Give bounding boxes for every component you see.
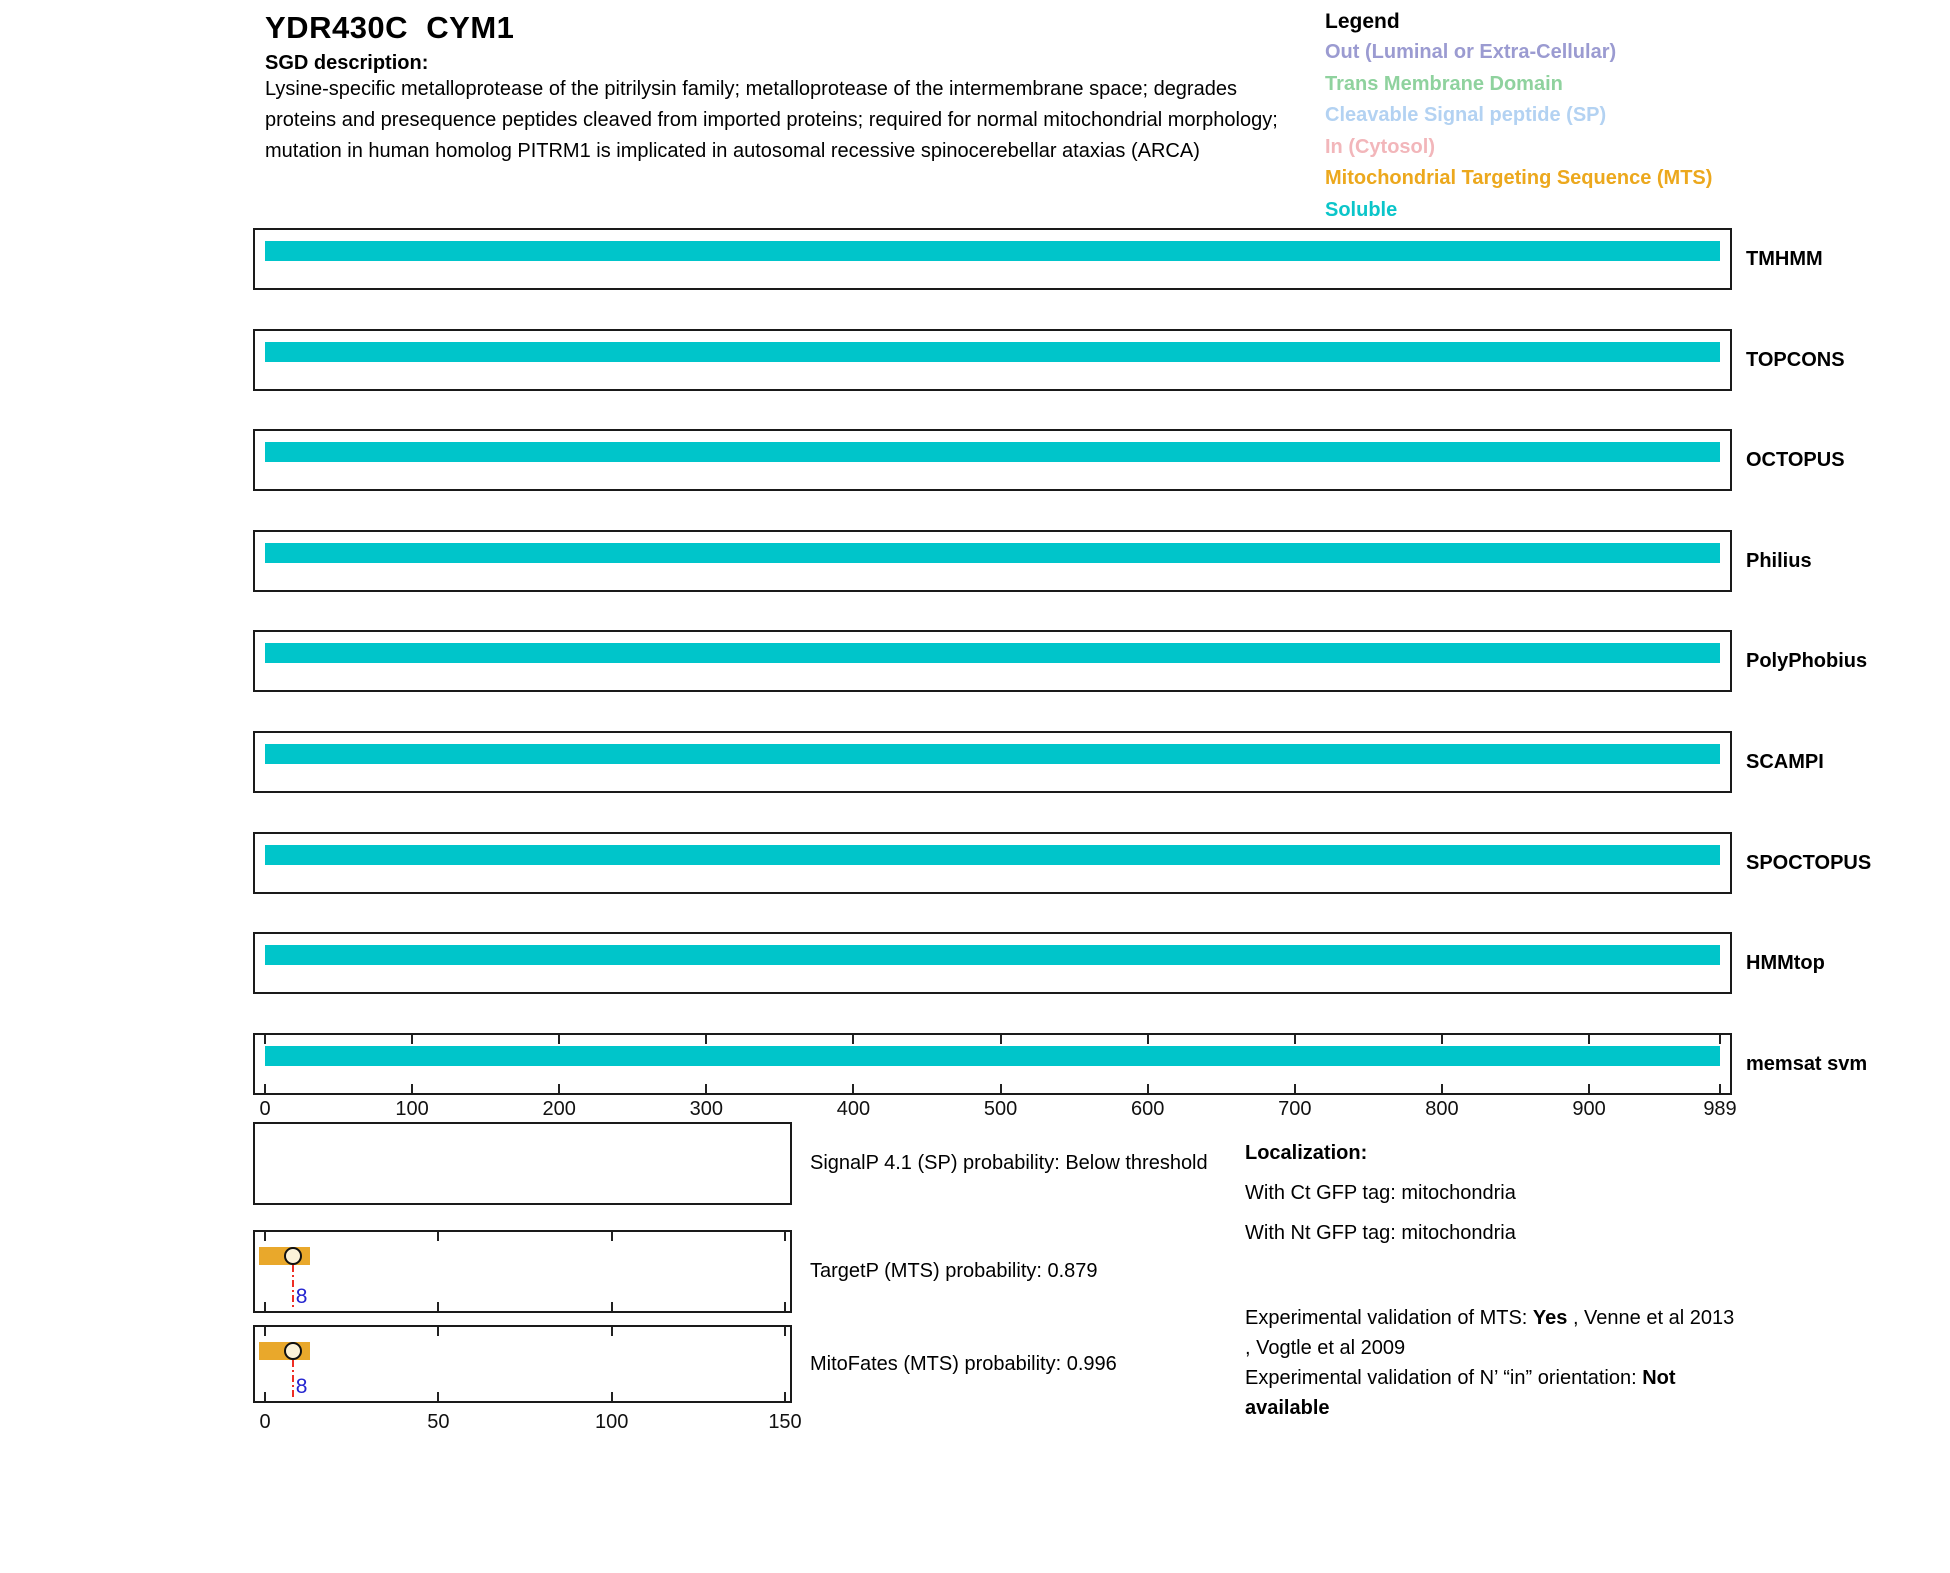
targetp-mts--tick-top-100: [611, 1232, 613, 1241]
track-label-scampi: SCAMPI: [1746, 750, 1824, 773]
plot-cleavage-site-label-targetp-mts-: 8: [295, 1285, 308, 1308]
plot-cleavage-line-targetp-mts-: [292, 1265, 294, 1310]
track-label-memsat-svm: memsat svm: [1746, 1052, 1868, 1075]
experimental-validation-block: [1245, 1303, 1760, 1423]
track-segment-polyphobius-soluble: [265, 643, 1720, 663]
seq-tick-top-400: [852, 1035, 854, 1044]
track-segment-memsat-svm-soluble: [265, 1046, 1720, 1066]
track-segment-philius-soluble: [265, 543, 1720, 563]
legend-item-mts: Mitochondrial Targeting Sequence (MTS): [1325, 167, 1713, 189]
localization-block: [1245, 1142, 1885, 1262]
mts-validation-line: [1245, 1303, 1760, 1333]
track-label-philius: Philius: [1746, 549, 1812, 572]
plot-cleavage-marker-targetp-mts-: [284, 1247, 302, 1265]
track-label-octopus: OCTOPUS: [1746, 448, 1845, 471]
seq-tick-bottom-200: [558, 1084, 560, 1093]
sequence-axis-label-500: 500: [983, 1098, 1018, 1120]
seq-tick-top-600: [1147, 1035, 1149, 1044]
targetp-mts--tick-bottom-50: [437, 1302, 439, 1311]
targetp-mts--tick-bottom-100: [611, 1302, 613, 1311]
track-segment-topcons-soluble: [265, 342, 1720, 362]
mts-validation-ref2: , Vogtle et al 2009: [1245, 1337, 1406, 1359]
probability-axis-label-100: 100: [594, 1411, 629, 1433]
plot-box-mitofates-mts-: [253, 1325, 792, 1403]
track-segment-scampi-soluble: [265, 744, 1720, 764]
targetp-mts--tick-bottom-0: [264, 1302, 266, 1311]
plot-label-signalp-4-1-sp-: SignalP 4.1 (SP) probability: Below threshold: [810, 1152, 1208, 1174]
localization-title: Localization:: [1245, 1142, 1368, 1164]
seq-tick-bottom-800: [1441, 1084, 1443, 1093]
sequence-axis-label-800: 800: [1425, 1098, 1459, 1120]
seq-tick-bottom-500: [1000, 1084, 1002, 1093]
plot-cleavage-line-mitofates-mts-: [292, 1360, 294, 1400]
sgd-description-text: Lysine-specific metalloprotease of the pitrilysin family; metalloprotease of the intermembrane space; degrades proteins and presequence peptides cleaved from imported proteins; required for normal mitochondrial morphology; mutation in human homolog PITRM1 is implicated in autosomal recessive spinocerebellar ataxias (ARCA): [265, 78, 1278, 162]
sequence-axis-label-300: 300: [689, 1098, 724, 1120]
orientation-validation-value: Not available: [1245, 1367, 1676, 1419]
plot-cleavage-marker-mitofates-mts-: [284, 1342, 302, 1360]
plot-box-signalp-4-1-sp-: [253, 1122, 792, 1205]
track-segment-hmmtop-soluble: [265, 945, 1720, 965]
localization-nt-gfp: With Nt GFP tag: mitochondria: [1245, 1222, 1516, 1244]
mts-validation-value: Yes: [1532, 1307, 1568, 1329]
probability-axis-label-50: 50: [427, 1411, 450, 1433]
plot-box-targetp-mts-: [253, 1230, 792, 1313]
legend: [1325, 6, 1885, 226]
seq-tick-top-900: [1588, 1035, 1590, 1044]
seq-tick-bottom-300: [705, 1084, 707, 1093]
seq-tick-top-500: [1000, 1035, 1002, 1044]
track-label-polyphobius: PolyPhobius: [1746, 649, 1868, 672]
legend-item-trans-membrane: Trans Membrane Domain: [1325, 72, 1563, 95]
sequence-axis-label-400: 400: [836, 1098, 871, 1120]
page-title: YDR430C CYM1: [265, 10, 515, 45]
mitofates-mts--tick-bottom-0: [264, 1392, 266, 1401]
targetp-mts--tick-top-50: [437, 1232, 439, 1241]
legend-item-signal-peptide: Cleavable Signal peptide (SP): [1325, 104, 1607, 126]
seq-tick-top-200: [558, 1035, 560, 1044]
plot-label-targetp-mts-: TargetP (MTS) probability: 0.879: [810, 1260, 1098, 1282]
track-label-spoctopus: SPOCTOPUS: [1746, 851, 1872, 874]
mitofates-mts--tick-top-50: [437, 1327, 439, 1336]
probability-axis-label-0: 0: [259, 1411, 271, 1433]
seq-tick-bottom-700: [1294, 1084, 1296, 1093]
probability-axis-label-150: 150: [768, 1411, 802, 1433]
mitofates-mts--tick-top-150: [784, 1327, 786, 1336]
sequence-axis-label-100: 100: [395, 1098, 429, 1120]
track-label-tmhmm: TMHMM: [1746, 247, 1823, 270]
mitofates-mts--tick-bottom-150: [784, 1392, 786, 1401]
legend-items: [1325, 37, 1885, 226]
orientation-validation-line: [1245, 1363, 1760, 1423]
seq-tick-bottom-600: [1147, 1084, 1149, 1093]
track-segment-spoctopus-soluble: [265, 845, 1720, 865]
sequence-axis-label-989: 989: [1703, 1098, 1737, 1120]
plot-label-mitofates-mts-: MitoFates (MTS) probability: 0.996: [810, 1352, 1117, 1375]
legend-item-in-cytosol: In (Cytosol): [1325, 135, 1435, 158]
sequence-axis-label-600: 600: [1131, 1098, 1165, 1120]
sequence-axis-label-200: 200: [542, 1098, 576, 1120]
seq-tick-bottom-400: [852, 1084, 854, 1093]
targetp-mts--tick-bottom-150: [784, 1302, 786, 1311]
seq-tick-bottom-989: [1719, 1084, 1721, 1093]
mitofates-mts--tick-bottom-50: [437, 1392, 439, 1401]
mitofates-mts--tick-bottom-100: [611, 1392, 613, 1401]
track-label-hmmtop: HMMtop: [1746, 951, 1825, 974]
sgd-description-label: SGD description:: [265, 52, 429, 74]
mts-validation-label: Experimental validation of MTS:: [1245, 1307, 1533, 1329]
track-label-topcons: TOPCONS: [1746, 348, 1845, 371]
sequence-axis-label-0: 0: [259, 1098, 271, 1120]
plot-cleavage-site-label-mitofates-mts-: 8: [295, 1375, 308, 1398]
mitofates-mts--tick-top-0: [264, 1327, 266, 1336]
legend-item-soluble: Soluble: [1325, 198, 1398, 221]
targetp-mts--tick-top-150: [784, 1232, 786, 1241]
seq-tick-top-100: [411, 1035, 413, 1044]
seq-tick-bottom-900: [1588, 1084, 1590, 1093]
seq-tick-bottom-0: [264, 1084, 266, 1093]
mts-validation-ref1: , Venne et al 2013: [1567, 1307, 1735, 1329]
sequence-axis-label-700: 700: [1278, 1098, 1312, 1120]
seq-tick-top-0: [264, 1035, 266, 1044]
seq-tick-bottom-100: [411, 1084, 413, 1093]
track-segment-octopus-soluble: [265, 442, 1720, 462]
legend-title: Legend: [1325, 10, 1400, 33]
seq-tick-top-300: [705, 1035, 707, 1044]
sequence-axis-label-900: 900: [1572, 1098, 1606, 1120]
targetp-mts--tick-top-0: [264, 1232, 266, 1241]
orientation-validation-label: Experimental validation of N’ “in” orientation:: [1245, 1367, 1643, 1389]
track-segment-tmhmm-soluble: [265, 241, 1720, 261]
seq-tick-top-989: [1719, 1035, 1721, 1044]
legend-item-out: Out (Luminal or Extra-Cellular): [1325, 41, 1617, 63]
mitofates-mts--tick-top-100: [611, 1327, 613, 1336]
localization-ct-gfp: With Ct GFP tag: mitochondria: [1245, 1182, 1516, 1204]
seq-tick-top-700: [1294, 1035, 1296, 1044]
seq-tick-top-800: [1441, 1035, 1443, 1044]
